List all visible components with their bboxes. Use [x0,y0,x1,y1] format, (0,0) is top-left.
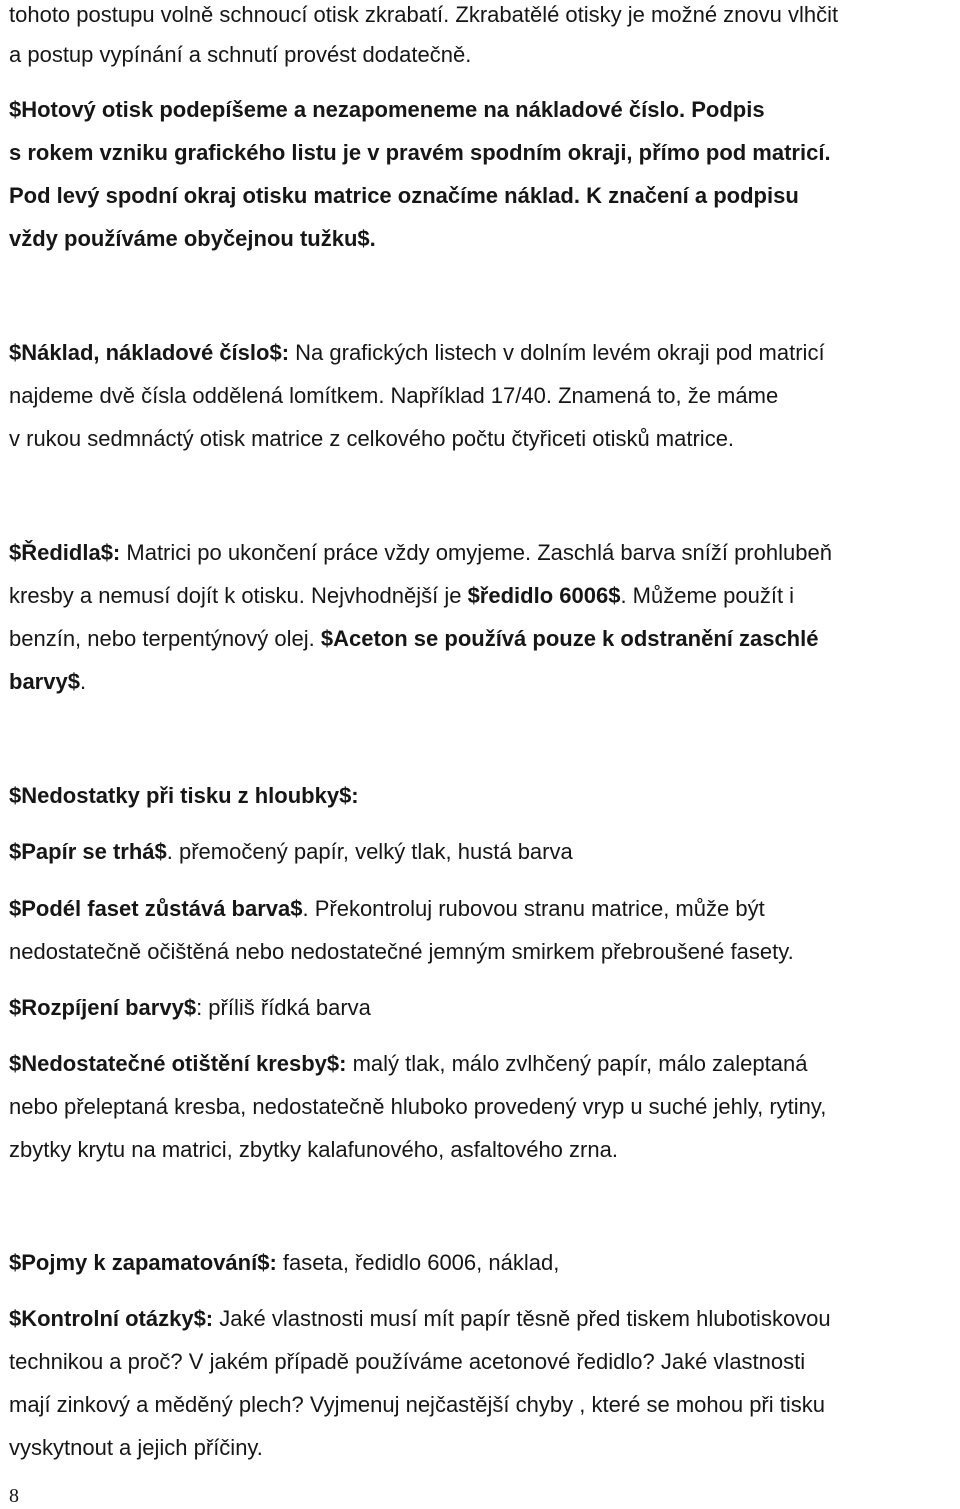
redidla-text: . [79,669,87,694]
redidla-line-2 [9,583,794,609]
naklad-line-1 [9,340,825,366]
pojmy-line [9,1250,559,1276]
intro-line-1: tohoto postupu volně schnoucí otisk zkrabatí. Zkrabatělé otisky je možné znovu vlhčit [9,2,839,27]
redidla-line-1 [9,540,832,566]
otazky-line-4: vyskytnout a jejich příčiny. [9,1435,263,1460]
nedostatky-item-term: $Papír se trhá$ [9,839,167,864]
nedostatky-heading [9,783,359,809]
nedostatky-item-text: : příliš řídká barva [196,995,371,1020]
redidla-bold: $Aceton se používá pouze k odstranění zaschlé [320,626,819,651]
otazky-line-3: mají zinkový a měděný plech? Vyjmenuj nejčastější chyby , které se mohou při tisku [9,1392,825,1417]
intro-bold-text: $Hotový otisk podepíšeme a nezapomeneme na nákladové číslo. Podpis [9,97,765,122]
redidla-bold: barvy$ [9,669,80,694]
nedostatky-item-term: $Podél faset zůstává barva$ [9,896,303,921]
nedostatky-item-3 [9,995,371,1021]
redidla-text: . Můžeme použít i [620,583,795,608]
redidla-line-4 [9,669,86,695]
nedostatky-item-text: malý tlak, málo zvlhčený papír, málo zaleptaná [346,1051,808,1076]
nedostatky-item-4 [9,1051,807,1077]
intro-bold-text: Pod levý spodní okraj otisku matrice označíme náklad. K značení a podpisu [9,183,799,208]
nedostatky-item-4-cont: nebo přeleptaná kresba, nedostatečně hluboko provedený vryp u suché jehly, rytiny, [9,1094,827,1119]
redidla-text: kresby a nemusí dojít k otisku. Nejvhodnější je [9,583,468,608]
intro-line-5 [9,183,799,209]
naklad-term: $Náklad, nákladové číslo$: [9,340,290,365]
redidla-bold: $ředidlo 6006$ [467,583,621,608]
redidla-term: $Ředidla$: [9,540,121,565]
intro-bold-text: vždy používáme obyčejnou tužku$. [9,226,376,251]
pojmy-term: $Pojmy k zapamatování$: [9,1250,277,1275]
otazky-line-2: technikou a proč? V jakém případě používáme acetonové ředidlo? Jaké vlastnosti [9,1349,806,1374]
otazky-line-1 [9,1306,831,1332]
intro-line-6 [9,226,376,252]
intro-line-4 [9,140,831,166]
nedostatky-heading-text: $Nedostatky při tisku z hloubky$: [9,783,359,808]
naklad-line-3: v rukou sedmnáctý otisk matrice z celkového počtu čtyřiceti otisků matrice. [9,426,735,451]
intro-bold-text: s rokem vzniku grafického listu je v pravém spodním okraji, přímo pod matricí. [9,140,831,165]
intro-line-3 [9,97,765,123]
redidla-text: benzín, nebo terpentýnový olej. [9,626,321,651]
nedostatky-item-2-cont: nedostatečně očištěná nebo nedostatečné jemným smirkem přebroušené fasety. [9,939,794,964]
intro-line-2: a postup vypínání a schnutí provést dodatečně. [9,42,472,67]
nedostatky-item-term: $Rozpíjení barvy$ [9,995,197,1020]
redidla-text: Matrici po ukončení práce vždy omyjeme. Zaschlá barva sníží prohlubeň [120,540,832,565]
nedostatky-item-1 [9,839,573,865]
nedostatky-item-2 [9,896,765,922]
nedostatky-item-text: . Překontroluj rubovou stranu matrice, může být [302,896,765,921]
naklad-line-2: najdeme dvě čísla oddělená lomítkem. Například 17/40. Znamená to, že máme [9,383,779,408]
naklad-text: Na grafických listech v dolním levém okraji pod matricí [289,340,825,365]
otazky-term: $Kontrolní otázky$: [9,1306,214,1331]
pojmy-text: faseta, ředidlo 6006, náklad, [276,1250,560,1275]
otazky-text: Jaké vlastnosti musí mít papír těsně před tiskem hlubotiskovou [213,1306,831,1331]
nedostatky-item-4-cont2: zbytky krytu na matrici, zbytky kalafunového, asfaltového zrna. [9,1137,618,1162]
redidla-line-3 [9,626,818,652]
nedostatky-item-text: . přemočený papír, velký tlak, hustá barva [166,839,573,864]
page-number: 8 [9,1485,19,1507]
nedostatky-item-term: $Nedostatečné otištění kresby$: [9,1051,347,1076]
